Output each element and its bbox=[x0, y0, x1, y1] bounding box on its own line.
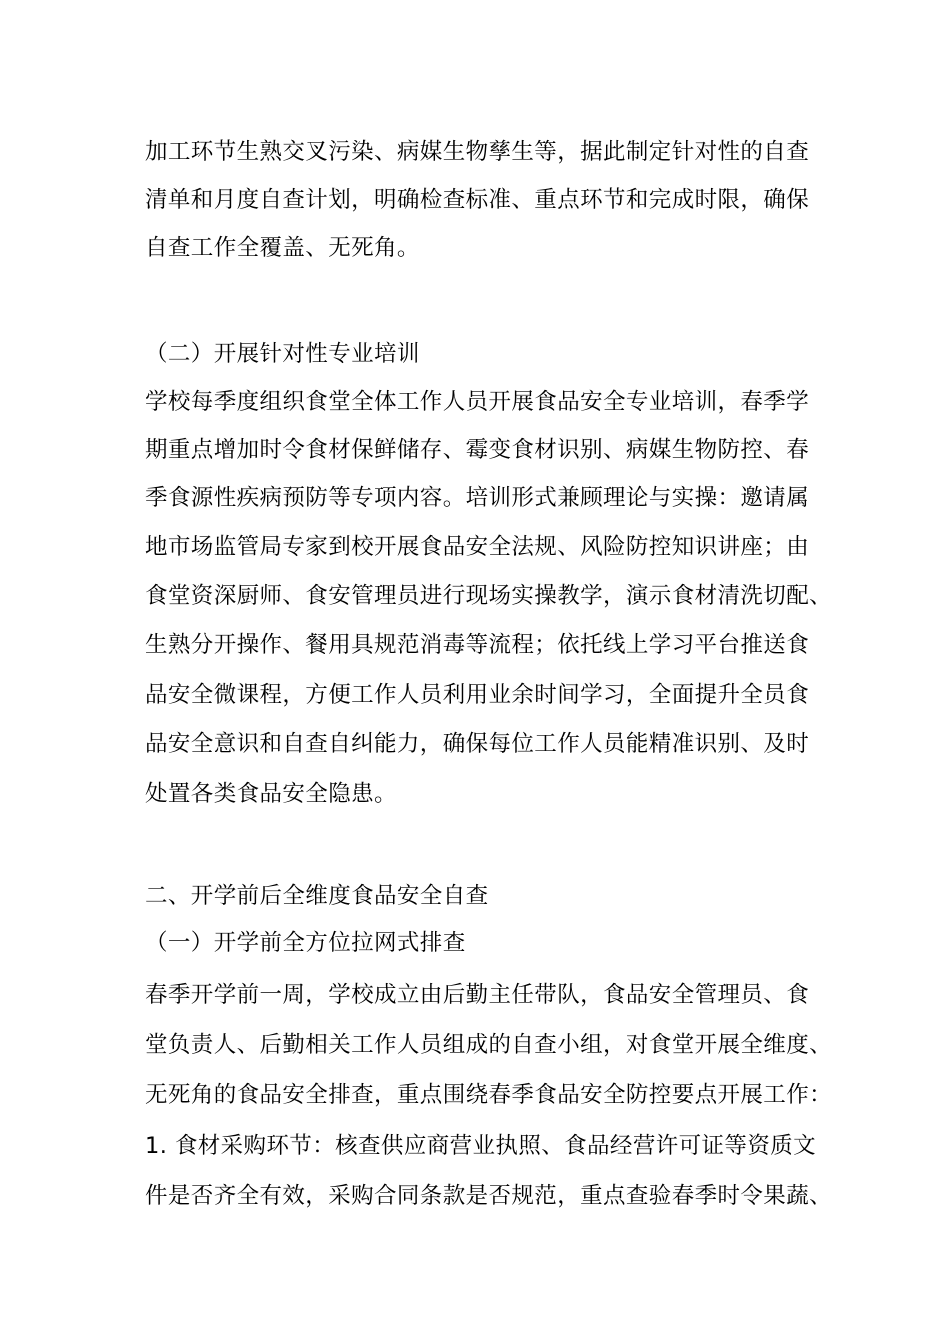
paragraph-line: 加工环节生熟交叉污染、病媒生物孳生等，据此制定针对性的自查 bbox=[145, 139, 810, 165]
paragraph-line: 季食源性疾病预防等专项内容。培训形式兼顾理论与实操：邀请属 bbox=[145, 485, 810, 511]
paragraph-line: 清单和月度自查计划，明确检查标准、重点环节和完成时限，确保 bbox=[145, 187, 810, 213]
paragraph-line: 春季开学前一周，学校成立由后勤主任带队，食品安全管理员、食 bbox=[145, 982, 810, 1008]
paragraph-line: 件是否齐全有效，采购合同条款是否规范，重点查验春季时令果蔬、 bbox=[145, 1183, 833, 1209]
paragraph-line: 无死角的食品安全排查，重点围绕春季食品安全防控要点开展工作： bbox=[145, 1082, 833, 1108]
paragraph-line: 学校每季度组织食堂全体工作人员开展食品安全专业培训，春季学 bbox=[145, 389, 810, 415]
paragraph-line: 处置各类食品安全隐患。 bbox=[145, 781, 397, 807]
paragraph-line: 品安全微课程，方便工作人员利用业余时间学习，全面提升全员食 bbox=[145, 682, 810, 708]
paragraph-line: 食堂资深厨师、食安管理员进行现场实操教学，演示食材清洗切配、 bbox=[145, 583, 833, 609]
list-item-line: 1. 食材采购环节：核查供应商营业执照、食品经营许可证等资质文 bbox=[145, 1133, 817, 1159]
paragraph-line: 堂负责人、后勤相关工作人员组成的自查小组，对食堂开展全维度、 bbox=[145, 1032, 833, 1058]
paragraph-line: 自查工作全覆盖、无死角。 bbox=[145, 235, 420, 261]
section-heading: （一）开学前全方位拉网式排查 bbox=[145, 930, 466, 956]
paragraph-line: 期重点增加时令食材保鲜储存、霉变食材识别、病媒生物防控、春 bbox=[145, 437, 810, 463]
paragraph-line: 品安全意识和自查自纠能力，确保每位工作人员能精准识别、及时 bbox=[145, 731, 810, 757]
chapter-heading: 二、开学前后全维度食品安全自查 bbox=[145, 883, 489, 909]
paragraph-line: 地市场监管局专家到校开展食品安全法规、风险防控知识讲座；由 bbox=[145, 534, 810, 560]
paragraph-line: 生熟分开操作、餐用具规范消毒等流程；依托线上学习平台推送食 bbox=[145, 632, 810, 658]
section-heading: （二）开展针对性专业培训 bbox=[145, 341, 420, 367]
